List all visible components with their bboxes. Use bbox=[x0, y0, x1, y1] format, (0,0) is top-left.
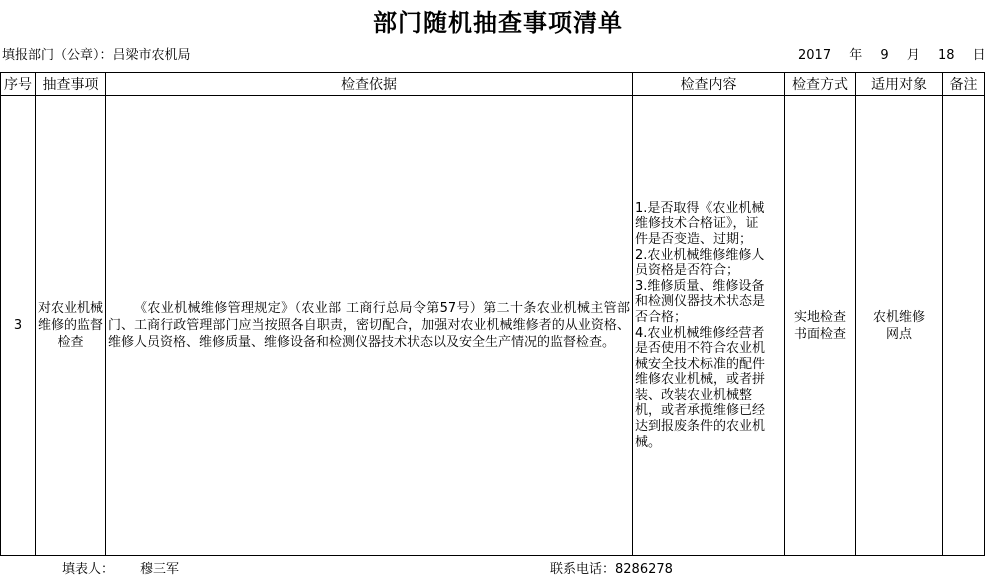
cell-item: 对农业机械维修的监督检查 bbox=[36, 96, 106, 556]
date-day: 18 bbox=[937, 48, 955, 63]
department-line bbox=[2, 47, 191, 65]
target-line: 网点 bbox=[885, 326, 912, 342]
content-line: 械。 bbox=[635, 434, 662, 450]
content-line: 是否使用不符合农业机 bbox=[635, 341, 766, 357]
page-title: 部门随机抽查事项清单 bbox=[373, 8, 623, 37]
method-line: 书面检查 bbox=[793, 326, 846, 342]
filler-name: 穆三军 bbox=[140, 562, 180, 577]
content-line: 维修技术合格证》，证 bbox=[635, 216, 759, 232]
department-label: 填报部门（公章）： bbox=[2, 48, 113, 63]
cell-basis bbox=[106, 96, 633, 556]
fill-date bbox=[798, 47, 986, 65]
target-line: 农机维修 bbox=[872, 309, 925, 325]
department-name: 吕梁市农机局 bbox=[112, 48, 191, 63]
content-line: 机，或者承揽维修已经 bbox=[635, 403, 766, 419]
cell-target bbox=[856, 96, 943, 556]
header-target: 适用对象 bbox=[856, 73, 943, 96]
table-row bbox=[1, 96, 985, 556]
cell-method bbox=[785, 96, 856, 556]
inspection-table bbox=[0, 72, 985, 556]
date-year-unit: 年 bbox=[849, 48, 863, 63]
content-line: 达到报废条件的农业机 bbox=[635, 419, 766, 435]
content-line: 1.是否取得《农业机械 bbox=[635, 200, 765, 216]
content-line: 3.维修质量、维修设备 bbox=[635, 278, 765, 294]
header-seq: 序号 bbox=[1, 73, 36, 96]
header-remark: 备注 bbox=[943, 73, 985, 96]
header-item: 抽查事项 bbox=[36, 73, 106, 96]
table-header-row bbox=[1, 73, 985, 96]
date-day-unit: 日 bbox=[972, 48, 986, 63]
content-line: 械安全技术标准的配件 bbox=[635, 356, 766, 372]
content-line: 维修农业机械，或者拼 bbox=[635, 372, 766, 388]
filler-label: 填表人： bbox=[62, 562, 115, 577]
content-line: 否合格； bbox=[635, 309, 688, 325]
header-basis: 检查依据 bbox=[106, 73, 633, 96]
phone-label: 联系电话： bbox=[550, 562, 616, 577]
content-line: 和检测仪器技术状态是 bbox=[635, 294, 766, 310]
content-line: 4.农业机械维修经营者 bbox=[635, 325, 765, 341]
content-line: 2.农业机械维修维修人 bbox=[635, 247, 765, 263]
cell-content bbox=[633, 96, 785, 556]
phone-line bbox=[550, 561, 673, 579]
content-line: 员资格是否符合； bbox=[635, 263, 740, 279]
header-content: 检查内容 bbox=[633, 73, 785, 96]
content-line: 件是否变造、过期； bbox=[635, 231, 753, 247]
basis-text: 《农业机械维修管理规定》（农业部 工商行总局令第57号）第二十条农业机械主管部门、工商行政管理部门应当按照各自职责，密切配合，加强对农业机械维修者的从业资格、维修人员资格、维修质量、维修设备和检测仪器技术状态以及安全生产情况的监督检查。 bbox=[108, 301, 630, 350]
date-year: 2017 bbox=[798, 48, 832, 63]
cell-remark bbox=[943, 96, 985, 556]
header-method: 检查方式 bbox=[785, 73, 856, 96]
cell-seq: 3 bbox=[1, 96, 36, 556]
content-line: 装、改装农业机械整 bbox=[635, 387, 753, 403]
date-month: 9 bbox=[880, 48, 889, 63]
method-line: 实地检查 bbox=[793, 309, 846, 325]
phone-number: 8286278 bbox=[615, 562, 673, 577]
filler-line bbox=[62, 561, 179, 579]
date-month-unit: 月 bbox=[906, 48, 920, 63]
